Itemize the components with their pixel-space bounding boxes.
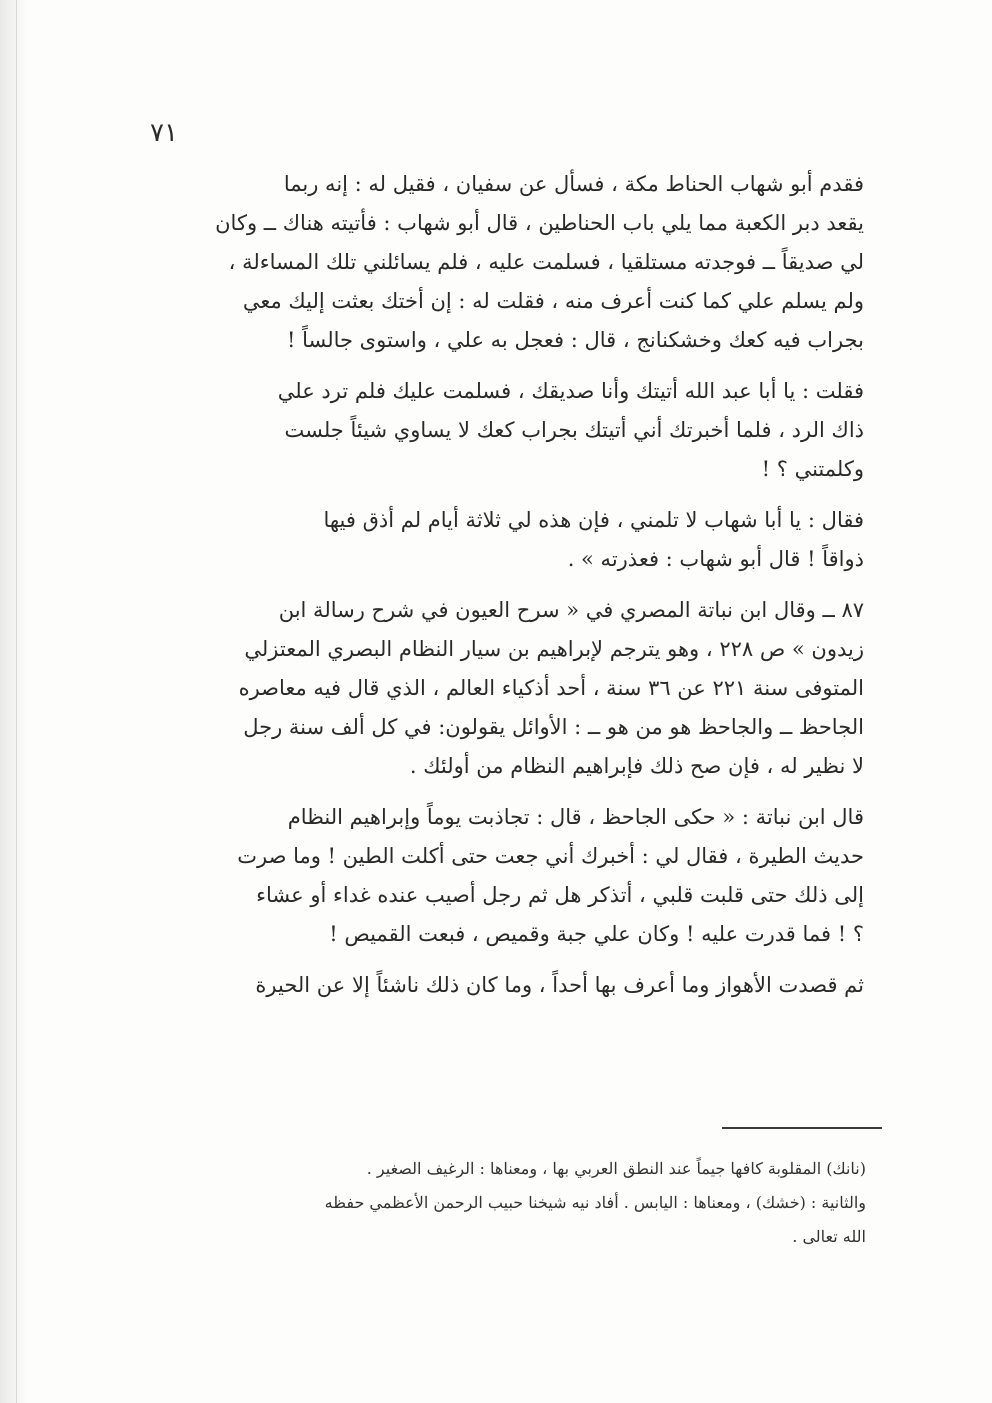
text-line: يقعد دبر الكعبة مما يلي باب الحناطين ، قال أبو شهاب : فأتيته هناك ــ وكان	[215, 211, 864, 235]
text-line: ٨٧ ــ وقال ابن نباتة المصري في « سرح العيون في شرح رسالة ابن	[278, 598, 864, 622]
text-line: إلى ذلك حتى قلبت قلبي ، أتذكر هل ثم رجل أصيب عنده غداء أو عشاء	[256, 883, 864, 907]
binding-shadow	[0, 0, 28, 1403]
text-line: لا نظير له ، فإن صح ذلك فإبراهيم النظام من أولئك .	[409, 754, 864, 778]
main-text	[152, 165, 864, 1017]
footnote-line: (نانك) المقلوبة كافها جيماً عند النطق العربي بها ، ومعناها : الرغيف الصغير .	[366, 1159, 866, 1178]
text-line: فقدم أبو شهاب الحناط مكة ، فسأل عن سفيان ، فقيل له : إنه ربما	[283, 172, 864, 196]
text-line: فقلت : يا أبا عبد الله أتيتك وأنا صديقك ، فسلمت عليك فلم ترد علي	[277, 379, 864, 403]
paragraph-ibn-nubata-quote	[152, 798, 864, 954]
paragraph-item-87	[152, 591, 864, 786]
text-line: الجاحظ ــ والجاحظ هو من هو ــ : الأوائل يقولون: في كل ألف سنة رجل	[243, 715, 864, 739]
footnote-line: الله تعالى .	[792, 1227, 866, 1246]
text-line: وكلمتني ؟ !	[761, 457, 864, 481]
text-line: ثم قصدت الأهواز وما أعرف بها أحداً ، وما كان ذلك ناشئاً إلا عن الحيرة	[255, 973, 864, 997]
paragraph-reply	[152, 501, 864, 579]
text-line: قال ابن نباتة : « حكى الجاحظ ، قال : تجاذبت يوماً وإبراهيم النظام	[287, 805, 864, 829]
page-number: ٧١	[150, 118, 178, 148]
paragraph-ahwaz	[152, 966, 864, 1005]
text-line: حديث الطيرة ، فقال لي : أخبرك أني جعت حتى أكلت الطين ! وما صرت	[237, 844, 864, 868]
text-line: ذواقاً ! قال أبو شهاب : فعذرته » .	[567, 547, 864, 571]
text-line: فقال : يا أبا شهاب لا تلمني ، فإن هذه لي ثلاثة أيام لم أذق فيها	[323, 508, 864, 532]
paragraph-reproach	[152, 372, 864, 489]
text-line: ؟ ! فما قدرت عليه ! وكان علي جبة وقميص ، فبعت القميص !	[329, 922, 864, 946]
text-line: ذاك الرد ، فلما أخبرتك أني أتيتك بجراب كعك لا يساوي شيئاً جلست	[284, 418, 864, 442]
footnote	[150, 1152, 866, 1254]
paragraph-abu-shihab-visit	[152, 165, 864, 360]
text-line: بجراب فيه كعك وخشكنانج ، قال : فعجل به علي ، واستوى جالساً !	[286, 328, 864, 352]
text-line: ولم يسلم علي كما كنت أعرف منه ، فقلت له : إن أختك بعثت إليك معي	[242, 289, 864, 313]
binding-edge-line	[16, 0, 17, 1403]
footnote-divider	[722, 1127, 882, 1129]
text-line: المتوفى سنة ٢٢١ عن ٣٦ سنة ، أحد أذكياء العالم ، الذي قال فيه معاصره	[238, 676, 864, 700]
text-line: زيدون » ص ٢٢٨ ، وهو يترجم لإبراهيم بن سيار النظام البصري المعتزلي	[244, 637, 864, 661]
footnote-line: والثانية : (خشك) ، ومعناها : اليابس . أفاد نيه شيخنا حبيب الرحمن الأعظمي حفظه	[324, 1193, 866, 1212]
text-line: لي صديقاً ــ فوجدته مستلقيا ، فسلمت عليه ، فلم يسائلني تلك المساءلة ،	[228, 250, 864, 274]
